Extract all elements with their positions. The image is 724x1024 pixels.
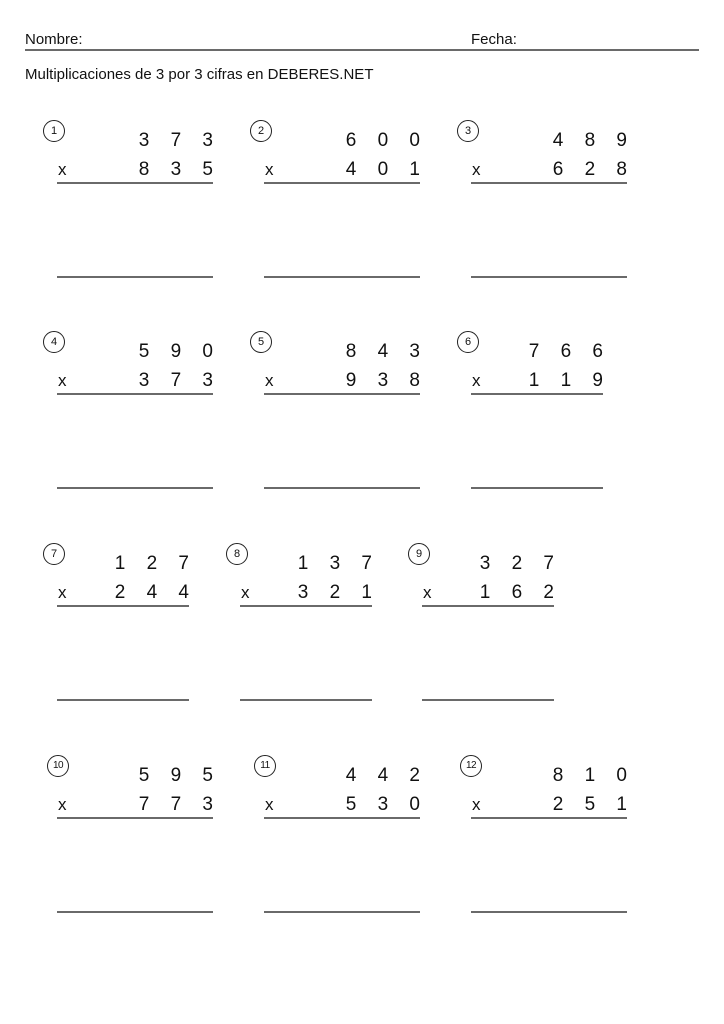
multiplier: 1 1 9	[528, 370, 611, 391]
multiplicand: 4 8 9	[552, 130, 635, 151]
header-rule	[25, 49, 699, 51]
product-rule	[264, 817, 420, 819]
fecha-label: Fecha:	[471, 31, 517, 48]
answer-line[interactable]	[422, 699, 554, 701]
multiplicand: 1 3 7	[297, 553, 380, 574]
multiplier: 2 4 4	[114, 582, 197, 603]
problem-number-badge: 10	[47, 755, 69, 777]
problem-number-badge: 4	[43, 331, 65, 353]
product-rule	[471, 817, 627, 819]
multiplication-sign: x	[472, 371, 481, 390]
multiplier: 3 2 1	[297, 582, 380, 603]
multiplication-sign: x	[58, 583, 67, 602]
problem-number-badge: 8	[226, 543, 248, 565]
multiplication-sign: x	[241, 583, 250, 602]
problem-number-badge: 2	[250, 120, 272, 142]
multiplication-sign: x	[58, 160, 67, 179]
multiplier: 7 7 3	[138, 794, 221, 815]
problem-number-badge: 3	[457, 120, 479, 142]
multiplier: 1 6 2	[479, 582, 562, 603]
multiplier: 3 7 3	[138, 370, 221, 391]
product-rule	[264, 182, 420, 184]
multiplicand: 6 0 0	[345, 130, 428, 151]
answer-line[interactable]	[240, 699, 372, 701]
multiplicand: 5 9 0	[138, 341, 221, 362]
multiplier: 2 5 1	[552, 794, 635, 815]
multiplication-sign: x	[265, 795, 274, 814]
answer-line[interactable]	[57, 911, 213, 913]
multiplicand: 7 6 6	[528, 341, 611, 362]
multiplication-sign: x	[472, 160, 481, 179]
multiplication-sign: x	[472, 795, 481, 814]
answer-line[interactable]	[264, 276, 420, 278]
multiplier: 8 3 5	[138, 159, 221, 180]
multiplicand: 3 7 3	[138, 130, 221, 151]
product-rule	[264, 393, 420, 395]
answer-line[interactable]	[57, 699, 189, 701]
multiplier: 6 2 8	[552, 159, 635, 180]
multiplicand: 1 2 7	[114, 553, 197, 574]
multiplier: 4 0 1	[345, 159, 428, 180]
product-rule	[471, 182, 627, 184]
problem-number-badge: 12	[460, 755, 482, 777]
answer-line[interactable]	[471, 487, 603, 489]
multiplier: 9 3 8	[345, 370, 428, 391]
answer-line[interactable]	[57, 276, 213, 278]
product-rule	[471, 393, 603, 395]
problem-number-badge: 1	[43, 120, 65, 142]
product-rule	[422, 605, 554, 607]
problem-number-badge: 9	[408, 543, 430, 565]
multiplication-sign: x	[58, 795, 67, 814]
multiplicand: 4 4 2	[345, 765, 428, 786]
product-rule	[57, 605, 189, 607]
problem-number-badge: 5	[250, 331, 272, 353]
multiplication-sign: x	[58, 371, 67, 390]
answer-line[interactable]	[264, 487, 420, 489]
answer-line[interactable]	[471, 911, 627, 913]
multiplicand: 5 9 5	[138, 765, 221, 786]
multiplier: 5 3 0	[345, 794, 428, 815]
problem-number-badge: 6	[457, 331, 479, 353]
multiplicand: 8 4 3	[345, 341, 428, 362]
product-rule	[57, 182, 213, 184]
multiplication-sign: x	[265, 371, 274, 390]
product-rule	[57, 393, 213, 395]
product-rule	[57, 817, 213, 819]
worksheet-title: Multiplicaciones de 3 por 3 cifras en DEBERES.NET	[25, 66, 374, 83]
multiplication-sign: x	[423, 583, 432, 602]
multiplicand: 3 2 7	[479, 553, 562, 574]
answer-line[interactable]	[57, 487, 213, 489]
answer-line[interactable]	[264, 911, 420, 913]
nombre-label: Nombre:	[25, 31, 83, 48]
product-rule	[240, 605, 372, 607]
answer-line[interactable]	[471, 276, 627, 278]
problem-number-badge: 11	[254, 755, 276, 777]
problem-number-badge: 7	[43, 543, 65, 565]
multiplication-sign: x	[265, 160, 274, 179]
multiplicand: 8 1 0	[552, 765, 635, 786]
